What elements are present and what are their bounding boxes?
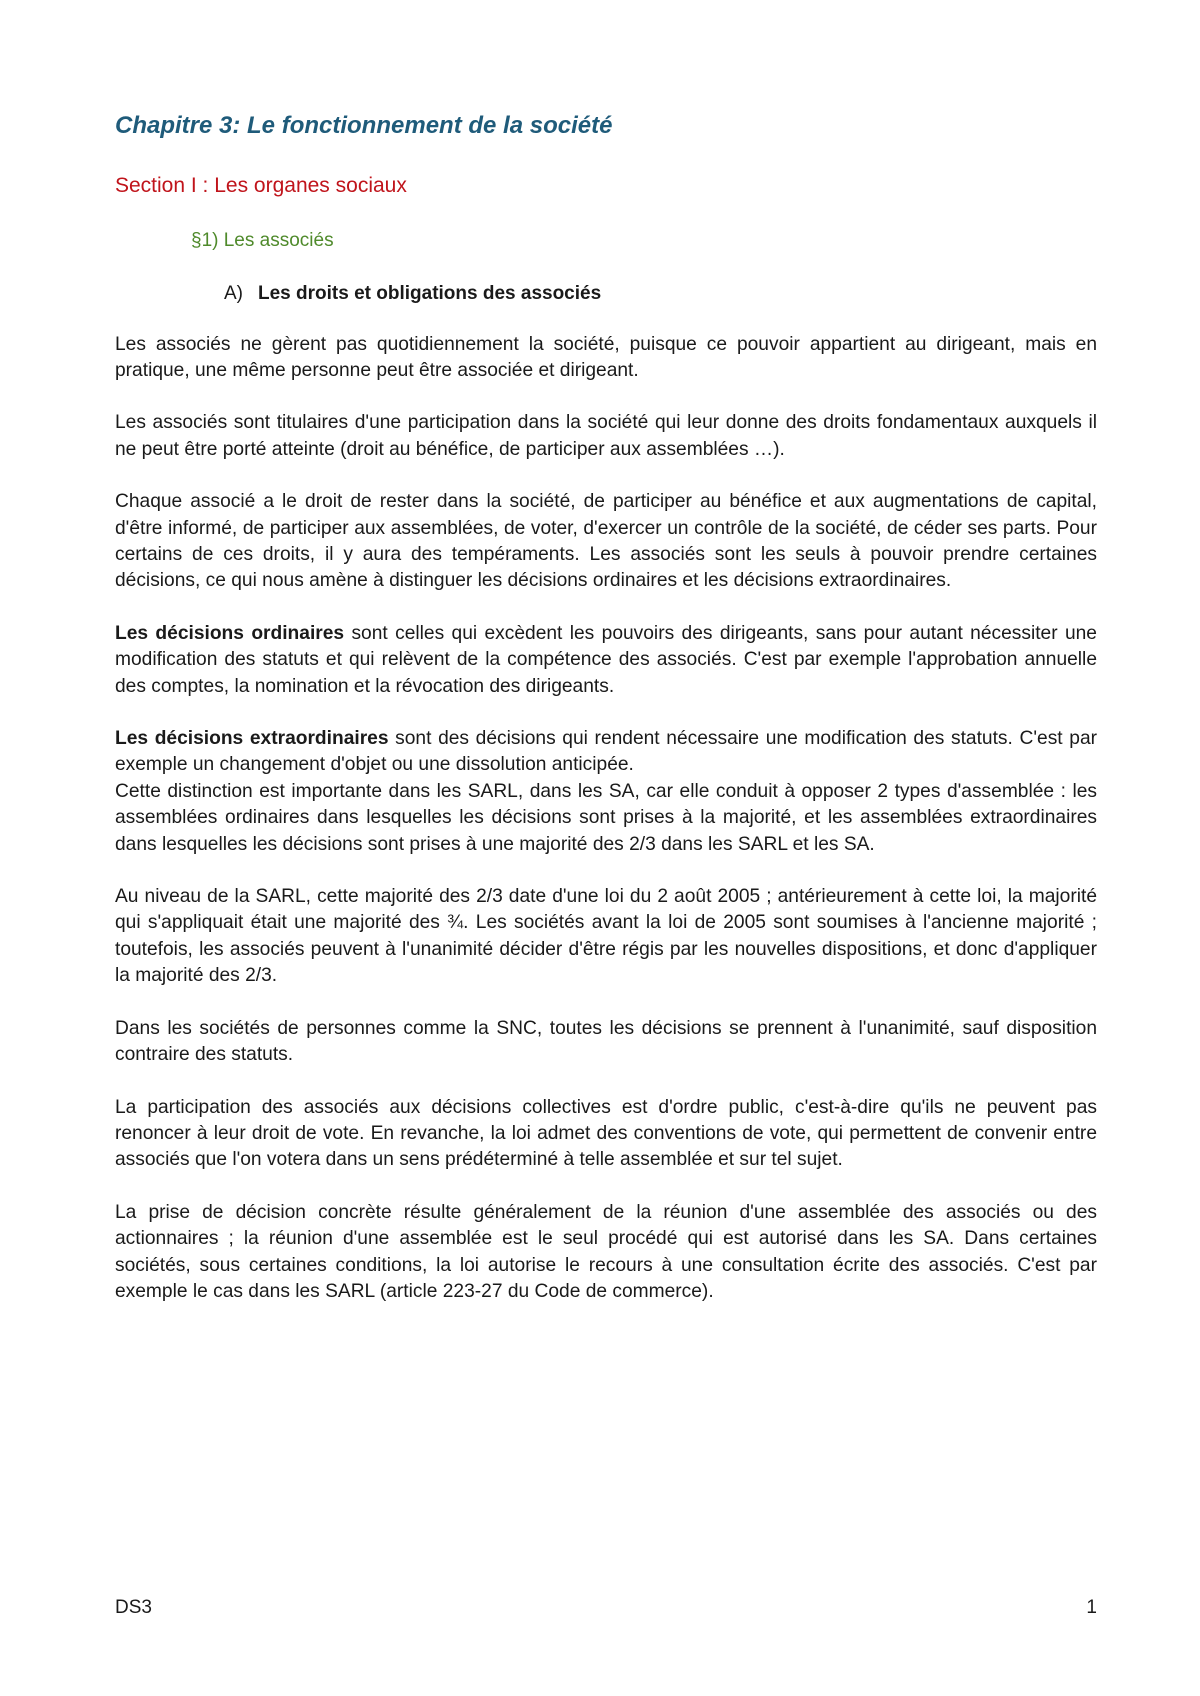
subsubsection-marker: A) xyxy=(224,282,243,304)
subsubsection-heading xyxy=(224,283,1097,306)
subsubsection-title: Les droits et obligations des associés xyxy=(258,282,602,304)
paragraph-7: Au niveau de la SARL, cette majorité des 2/3 date d'une loi du 2 août 2005 ; antérieurement à cette loi, la majorité qui s'appliquait était une majorité des ¾. Les sociétés avant la loi de 2005 sont soumises à l'ancienne majorité ; toutefois, les associés peuvent à l'unanimité décider d'être régis par les nouvelles dispositions, et donc d'appliquer la majorité des 2/3. xyxy=(115,886,1097,987)
paragraph-4-bold-term: Les décisions ordinaires xyxy=(115,622,345,644)
paragraph-3: Chaque associé a le droit de rester dans la société, de participer au bénéfice et aux augmentations de capital, d'être informé, de participer aux assemblées, de voter, d'exercer un contrôle de la société, de céder ses parts. Pour certains de ces droits, il y aura des tempéraments. Les associés sont les seuls à pouvoir prendre certaines décisions, ce qui nous amène à distinguer les décisions ordinaires et les décisions extraordinaires. xyxy=(115,491,1097,592)
paragraph-2: Les associés sont titulaires d'une participation dans la société qui leur donne des droits fondamentaux auxquels il ne peut être porté atteinte (droit au bénéfice, de participer aux assemblées …). xyxy=(115,412,1097,460)
paragraph-10: La prise de décision concrète résulte généralement de la réunion d'une assemblée des associés ou des actionnaires ; la réunion d'une assemblée est le seul procédé qui est autorisé dans les SA. Dans certaines sociétés, sous certaines conditions, la loi autorise le recours à une consultation écrite des associés. C'est par exemple le cas dans les SARL (article 223-27 du Code de commerce). xyxy=(115,1201,1097,1302)
paragraph-1: Les associés ne gèrent pas quotidiennement la société, puisque ce pouvoir appartient au dirigeant, mais en pratique, une même personne peut être associée et dirigeant. xyxy=(115,333,1097,381)
page-number: 1 xyxy=(1086,1597,1097,1618)
footer-label: DS3 xyxy=(115,1597,152,1618)
subsection-title: §1) Les associés xyxy=(191,229,334,251)
paragraph-5-bold-term: Les décisions extraordinaires xyxy=(115,728,389,750)
paragraph-8: Dans les sociétés de personnes comme la SNC, toutes les décisions se prennent à l'unanimité, sauf disposition contraire des statuts. xyxy=(115,1017,1097,1066)
paragraph-6: Cette distinction est importante dans les SARL, dans les SA, car elle conduit à opposer 2 types d'assemblée : les assemblées ordinaires dans lesquelles les décisions sont prises à la majorité, et les assemblées extraordinaires dans lesquelles les décisions sont prises à une majorité des 2/3 dans les SARL et les SA. xyxy=(115,780,1097,855)
paragraph-9: La participation des associés aux décisions collectives est d'ordre public, c'est-à-dire qu'ils ne peuvent pas renoncer à leur droit de vote. En revanche, la loi admet des conventions de vote, qui permettent de convenir entre associés que l'on votera dans un sens prédéterminé à telle assemblée et sur tel sujet. xyxy=(115,1096,1097,1171)
section-title: Section I : Les organes sociaux xyxy=(115,173,407,197)
paragraph-5 xyxy=(115,726,1097,779)
paragraph-4-text: sont celles qui excèdent les pouvoirs des dirigeants, sans pour autant nécessiter une modification des statuts et qui relèvent de la compétence des associés. C'est par exemple l'approbation annuelle des comptes, la nomination et la révocation des dirigeants. xyxy=(115,622,1097,697)
chapter-title: Chapitre 3: Le fonctionnement de la société xyxy=(115,112,613,139)
paragraph-4 xyxy=(115,621,1097,700)
paragraph-5-text: sont des décisions qui rendent nécessaire une modification des statuts. C'est par exemple un changement d'objet ou une dissolution anticipée. xyxy=(115,728,1098,776)
document-page xyxy=(115,112,1097,1305)
